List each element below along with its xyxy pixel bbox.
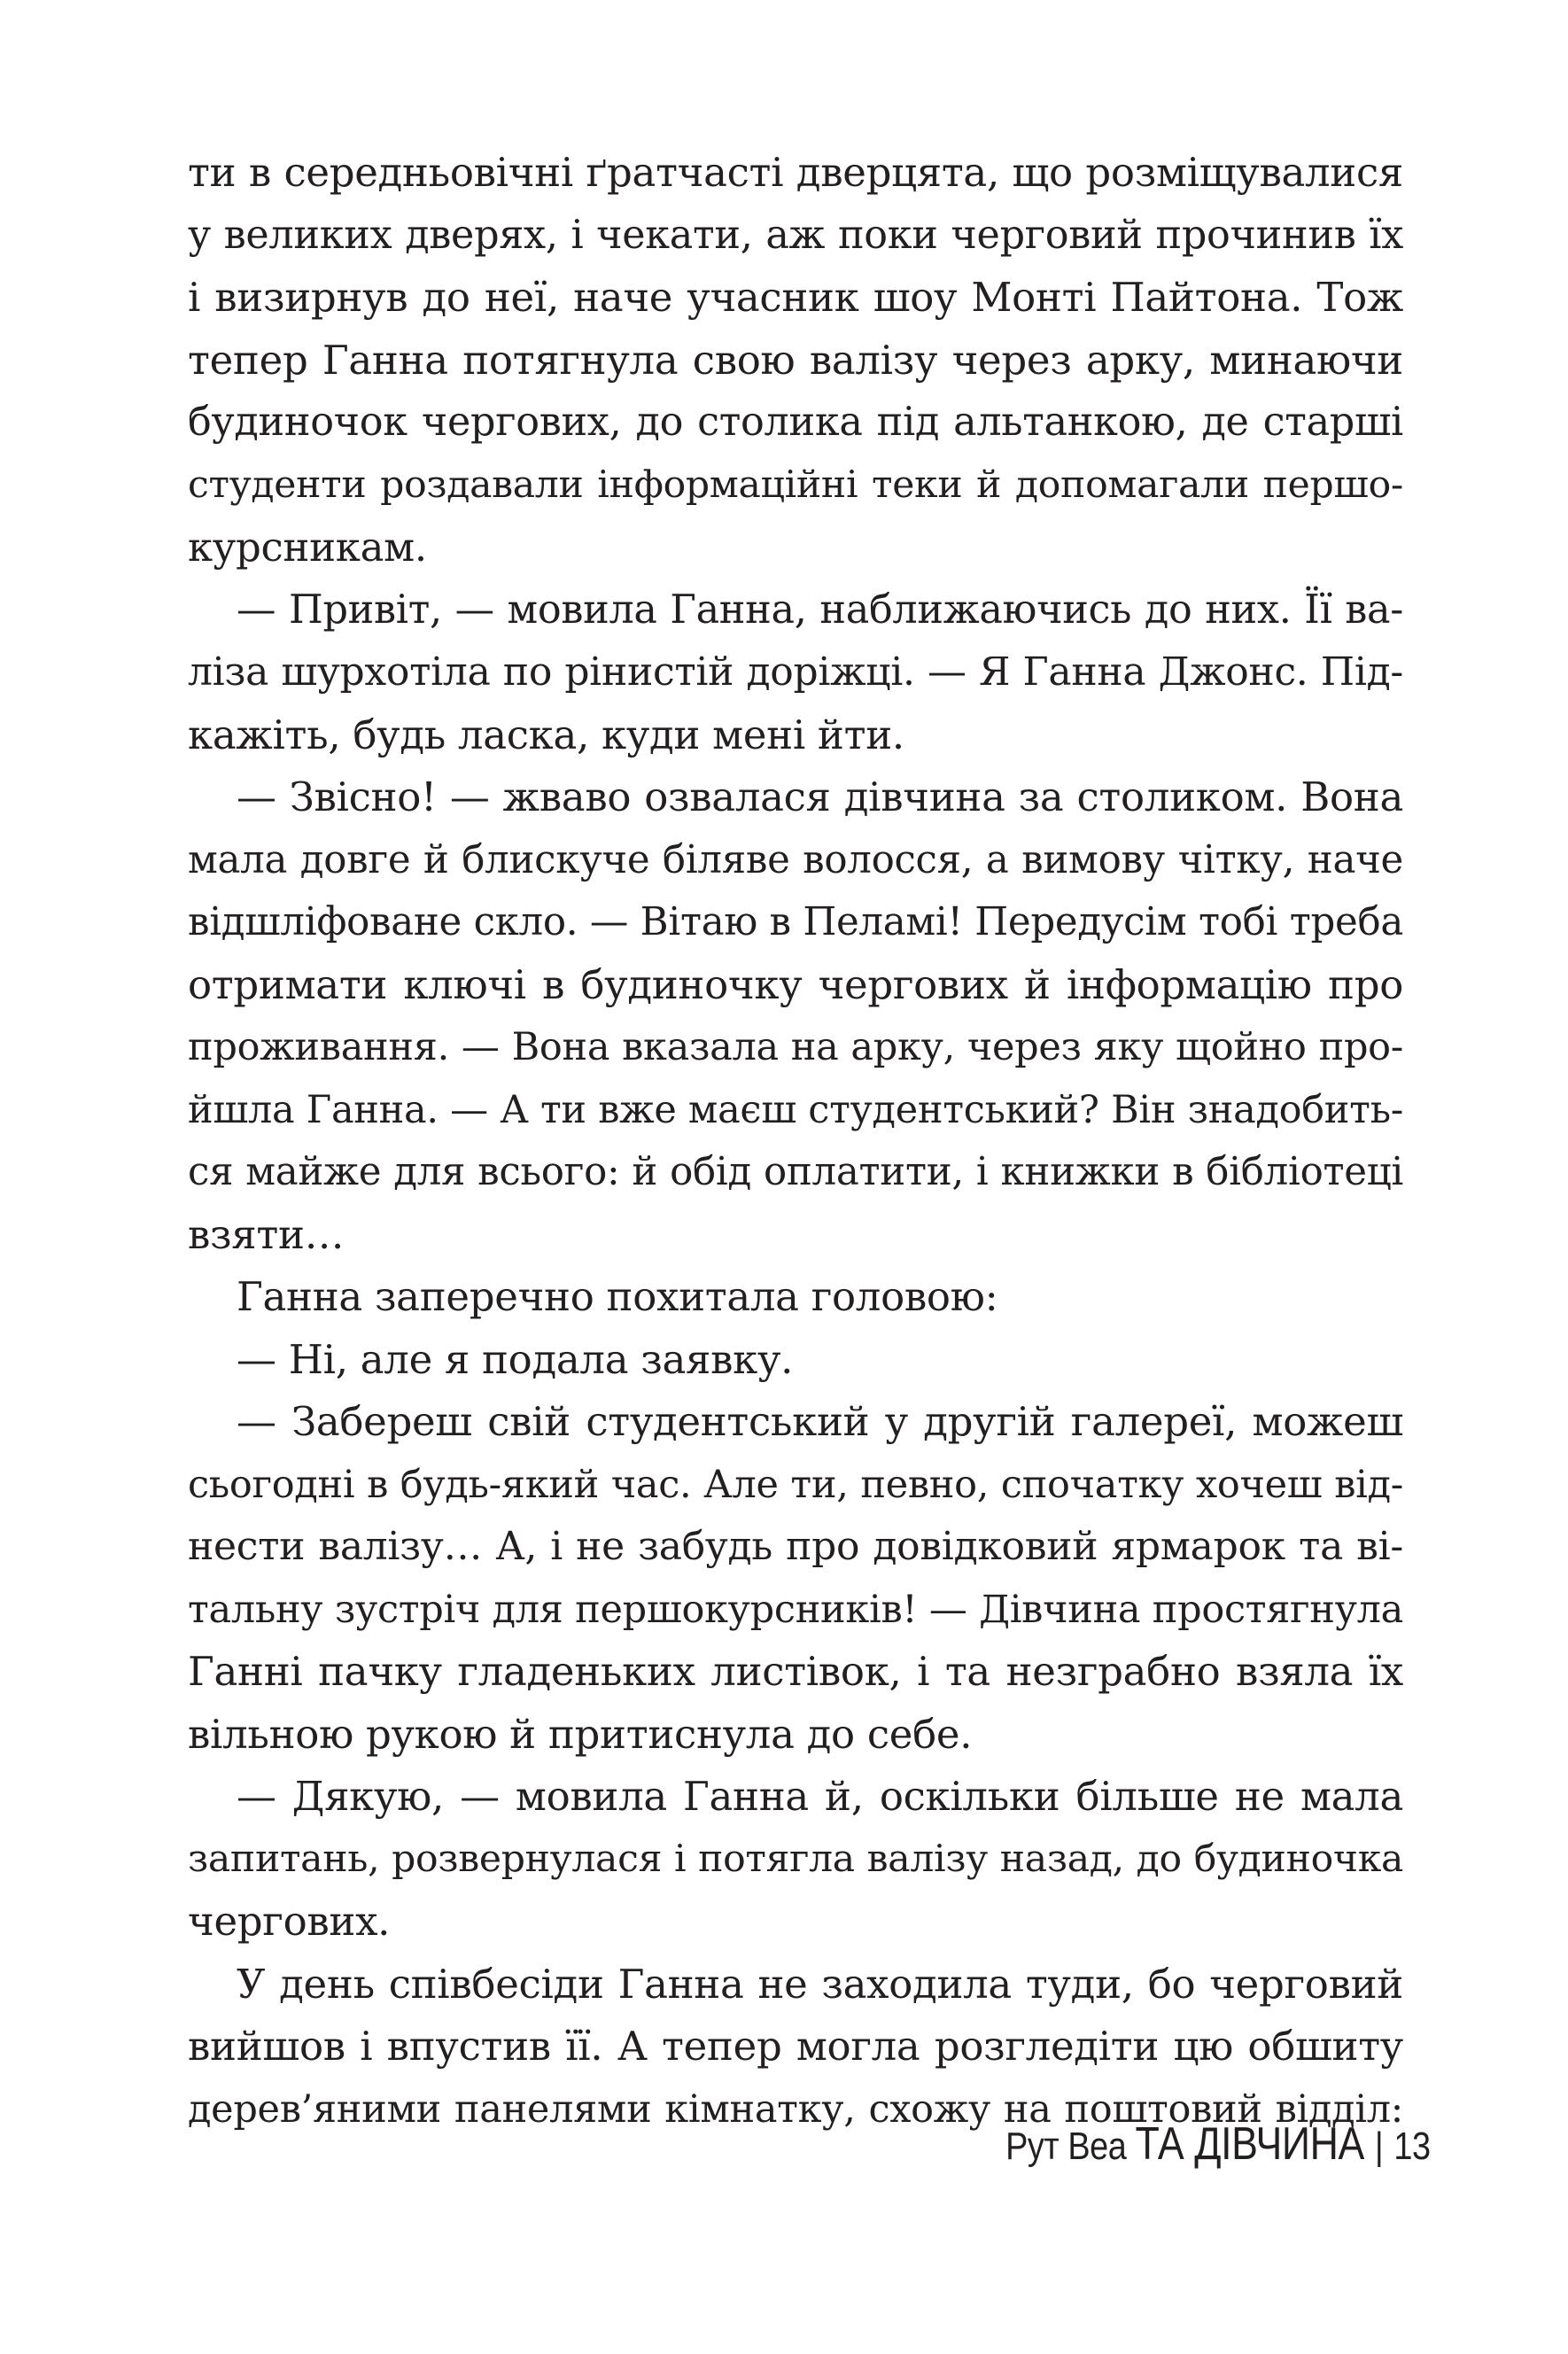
text-line: — Звісно! — жваво озвалася дівчина за столиком. Вона [237,773,1403,820]
text-line: вийшов і впустив її. А тепер могла розгледіти цю обшиту [188,2023,1403,2070]
text-line: чергових. [188,1898,391,1945]
text-line: йшла Ганна. — А ти вже маєш студентський? Він знадобить- [188,1087,1403,1132]
text-line: Ганна заперечно похитала головою: [237,1273,998,1320]
text-line: і визирнув до неї, наче учасник шоу Монті Пайтона. Тож [188,274,1403,321]
text-line: запитань, розвернулася і потягла валізу назад, до будиночка [188,1837,1403,1881]
text-line: — Ні, але я подала заявку. [237,1335,794,1383]
text-line: студенти роздавали інформаційні теки й допомагали першо- [188,462,1403,507]
page-number: 13 [1393,2125,1431,2168]
text-line: взяти… [188,1210,345,1258]
text-line: Ганні пачку гладеньких листівок, і та незграбно взяла їх [188,1648,1403,1695]
text-line: мала довге й блискуче біляве волосся, а вимову чітку, наче [188,837,1403,882]
text-line: У день співбесіди Ганна не заходила туди, бо черговий [237,1960,1403,2008]
running-footer [1005,2117,1431,2171]
body-text [188,142,1403,2140]
text-line: будиночок чергових, до столика під альтанкою, де старші [188,400,1403,445]
text-line: тепер Ганна потягнула свою валізу через арку, минаючи [188,336,1403,384]
footer-author: Рут Веа [1005,2125,1127,2168]
text-line: відшліфоване скло. — Вітаю в Пеламі! Передусім тобі треба [188,900,1403,944]
text-line: нести валізу… А, і не забудь про довідковий ярмарок та ві- [188,1524,1403,1569]
text-line: у великих дверях, і чекати, аж поки черговий прочинив їх [188,212,1403,258]
text-line: ти в середньовічні ґратчасті дверцята, що розміщувалися [188,149,1403,196]
text-line: вільною рукою й притиснула до себе. [188,1710,973,1758]
footer-book-title: ТА ДІВЧИНА [1135,2118,1365,2170]
text-line: ліза шурхотіла по рінистій доріжці. — Я Ганна Джонс. Під- [188,649,1403,695]
text-line: ся майже для всього: й обід оплатити, і книжки в бібліотеці [188,1150,1403,1194]
text-line: курсникам. [188,524,427,571]
text-line: отримати ключі в будиночку чергових й інформацію про [188,960,1403,1008]
text-line: — Забереш свій студентський у другій галереї, можеш [237,1398,1403,1445]
text-line: сьогодні в будь-який час. Але ти, певно, спочатку хочеш від- [188,1462,1403,1507]
text-line: кажіть, будь ласка, куди мені йти. [188,711,904,758]
footer-separator: | [1375,2125,1384,2168]
text-line: дерев’яними панелями кімнатку, схожу на поштовий відділ: [188,2086,1403,2132]
text-line: тальну зустріч для першокурсників! — Дівчина простягнула [188,1587,1403,1632]
text-line: — Дякую, — мовила Ганна й, оскільки більше не мала [237,1773,1403,1820]
text-line: проживання. — Вона вказала на арку, через яку щойно про- [188,1025,1403,1069]
text-line: — Привіт, — мовила Ганна, наближаючись до них. Її ва- [237,587,1403,633]
